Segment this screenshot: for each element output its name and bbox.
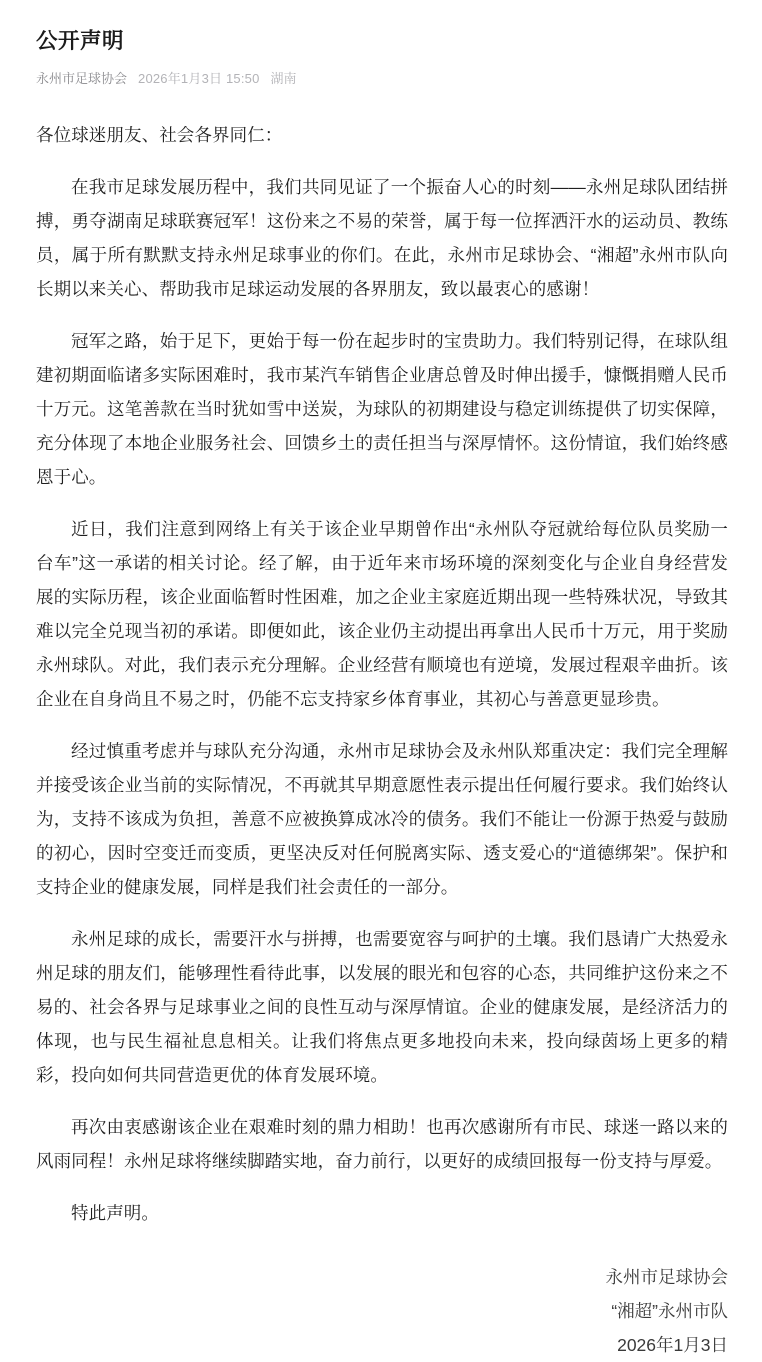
signature-date: 2026年1月3日	[617, 1335, 728, 1355]
paragraph-2: 冠军之路，始于足下，更始于每一份在起步时的宝贵助力。我们特别记得，在球队组建初期面临诸多实际困难时，我市某汽车销售企业唐总曾及时伸出援手，慷慨捐赠人民币十万元。这笔善款在当时犹如雪中送炭，为球队的初期建设与稳定训练提供了切实保障，充分体现了本地企业服务社会、回馈乡土的责任担当与深厚情怀。这份情谊，我们始终感恩于心。	[36, 331, 728, 487]
paragraph-salutation: 各位球迷朋友、社会各界同仁：	[36, 125, 283, 145]
byline	[36, 70, 728, 88]
paragraph-closing: 特此声明。	[71, 1203, 159, 1223]
signature-organization: 永州市足球协会	[605, 1267, 728, 1287]
page-title: 公开声明	[36, 29, 125, 53]
paragraph-5: 永州足球的成长，需要汗水与拼搏，也需要宽容与呵护的土壤。我们恳请广大热爱永州足球的朋友们，能够理性看待此事，以发展的眼光和包容的心态，共同维护这份来之不易的、社会各界与足球事业之间的良性互动与深厚情谊。企业的健康发展，是经济活力的体现，也与民生福祉息息相关。让我们将焦点更多地投向未来，投向绿茵场上更多的精彩，投向如何共同营造更优的体育发展环境。	[36, 929, 728, 1085]
byline-source[interactable]: 永州市足球协会	[36, 71, 128, 86]
byline-timestamp: 2026年1月3日 15:50	[138, 71, 260, 86]
paragraph-6: 再次由衷感谢该企业在艰难时刻的鼎力相助！也再次感谢所有市民、球迷一路以来的风雨同程！永州足球将继续脚踏实地，奋力前行，以更好的成绩回报每一份支持与厚爱。	[36, 1117, 728, 1171]
article-body	[36, 118, 728, 1230]
byline-location: 湖南	[270, 71, 297, 86]
signature-block	[36, 1260, 728, 1362]
paragraph-3: 近日，我们注意到网络上有关于该企业早期曾作出“永州队夺冠就给每位队员奖励一台车”这一承诺的相关讨论。经了解，由于近年来市场环境的深刻变化与企业自身经营发展的实际历程，该企业面临暂时性困难，加之企业主家庭近期出现一些特殊状况，导致其难以完全兑现当初的承诺。即便如此，该企业仍主动提出再拿出人民币十万元，用于奖励永州球队。对此，我们表示充分理解。企业经营有顺境也有逆境，发展过程艰辛曲折。该企业在自身尚且不易之时，仍能不忘支持家乡体育事业，其初心与善意更显珍贵。	[36, 519, 728, 709]
paragraph-4: 经过慎重考虑并与球队充分沟通，永州市足球协会及永州队郑重决定：我们完全理解并接受该企业当前的实际情况，不再就其早期意愿性表示提出任何履行要求。我们始终认为，支持不该成为负担，善意不应被换算成冰冷的债务。我们不能让一份源于热爱与鼓励的初心，因时空变迁而变质，更坚决反对任何脱离实际、透支爱心的“道德绑架”。保护和支持企业的健康发展，同样是我们社会责任的一部分。	[36, 741, 728, 897]
signature-team: “湘超”永州市队	[611, 1301, 728, 1321]
paragraph-1: 在我市足球发展历程中，我们共同见证了一个振奋人心的时刻——永州足球队团结拼搏，勇夺湖南足球联赛冠军！这份来之不易的荣誉，属于每一位挥洒汗水的运动员、教练员，属于所有默默支持永州足球事业的你们。在此，永州市足球协会、“湘超”永州市队向长期以来关心、帮助我市足球运动发展的各界朋友，致以最衷心的感谢！	[36, 177, 728, 299]
